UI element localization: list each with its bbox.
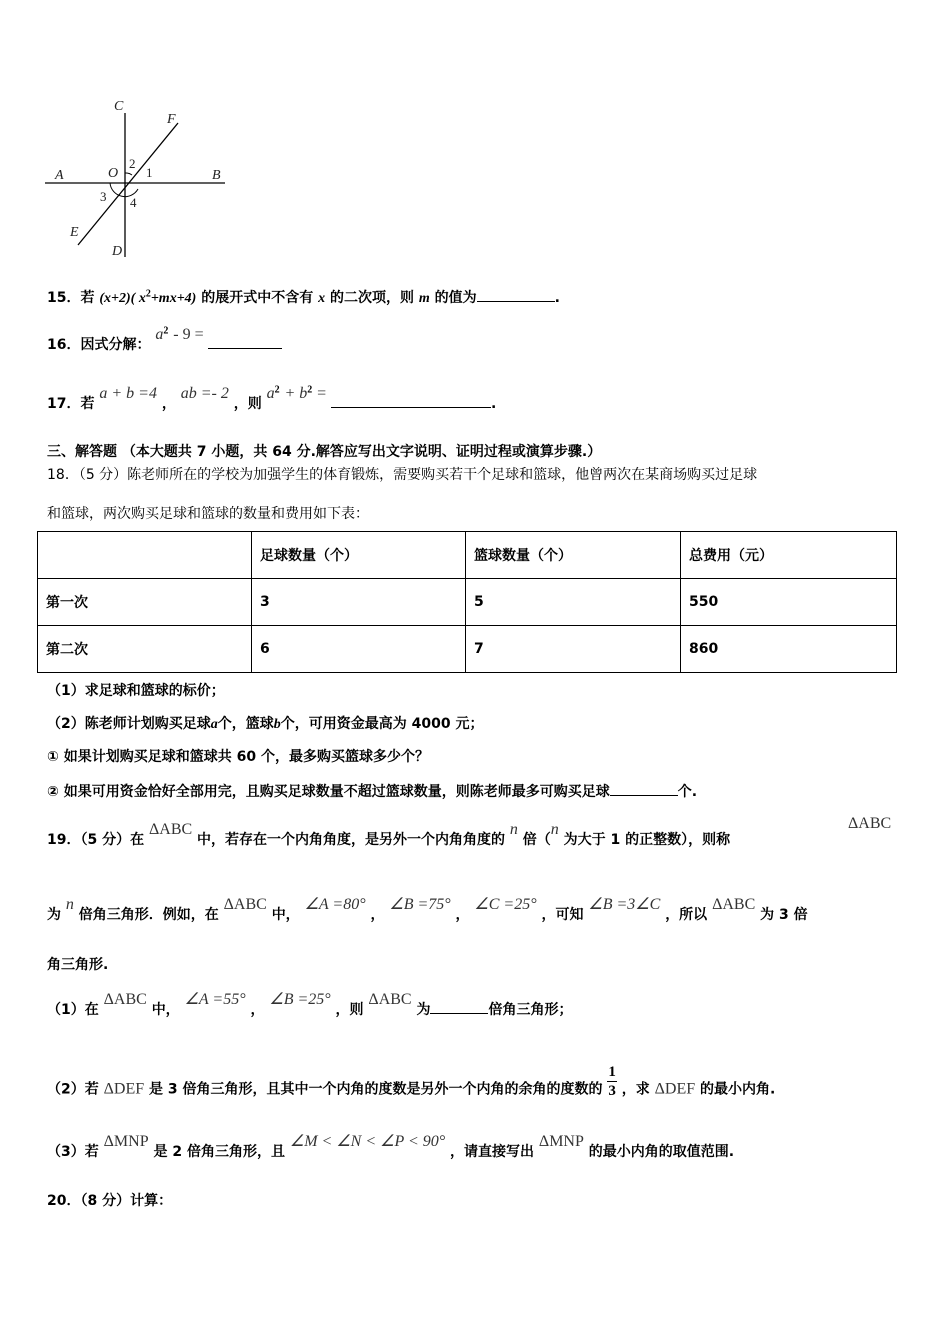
- q19-s2-def: ΔDEF: [103, 1080, 145, 1098]
- q19-relation: ∠B =3∠C: [588, 896, 661, 913]
- q19-number: 19．（5 分）在: [47, 832, 145, 848]
- q17-expr-3c: =: [317, 385, 327, 402]
- q19-sep-2: ，: [455, 907, 470, 923]
- label-2: 2: [129, 156, 136, 171]
- q18-p2-text-b: 个，篮球: [217, 716, 274, 732]
- q19-s3-mnp: ΔMNP: [103, 1133, 149, 1150]
- q15-var-x: x: [318, 291, 326, 306]
- q19-line-3: 角三角形.: [47, 957, 109, 973]
- q19-s1-answer-blank[interactable]: [430, 999, 488, 1014]
- q17-comma: ，: [161, 396, 176, 412]
- q19-s2-frac-num: 1: [608, 1064, 616, 1080]
- q19-s2-frac-den: 3: [608, 1083, 616, 1099]
- q19-s3-text-b: 是 2 倍角三角形，且: [153, 1144, 285, 1160]
- purchase-table: [37, 531, 897, 673]
- q18-p2-text-a: （2）陈老师计划购买足球: [47, 716, 211, 732]
- q18-line-1: 18．（5 分）陈老师所在的学校为加强学生的体育锻炼，需要购买若干个足球和篮球，他曾两次在某商场购买过足球: [47, 467, 758, 483]
- q19-s2-def-2: ΔDEF: [654, 1080, 696, 1098]
- q17-expr-2: ab =- 2: [180, 385, 229, 402]
- q19-s1-sep: ，: [250, 1002, 265, 1018]
- label-e: E: [70, 225, 79, 240]
- q17-expr-1: a + b =4: [99, 385, 157, 402]
- q18-p2-var-a: a: [210, 717, 218, 732]
- q19-tri-right: ΔABC: [848, 815, 892, 832]
- q19-n: n: [509, 821, 518, 838]
- q17-sup-1: 2: [274, 384, 280, 396]
- q18-p4-end: 个.: [677, 784, 698, 800]
- q19-sub-1: [47, 991, 573, 1019]
- q15-expr: (x+2)( x: [99, 291, 146, 306]
- question-17: [47, 384, 497, 413]
- q19-sep-1: ，: [370, 907, 385, 923]
- q19-s2-text-a: （2）若: [47, 1081, 99, 1098]
- q16-expr: a: [155, 326, 164, 343]
- line-ef: [78, 123, 178, 245]
- q19-s1-angle-a: ∠A =55°: [184, 991, 246, 1008]
- q19-s2-text-d: 的最小内角.: [700, 1081, 776, 1098]
- q19-s3-mnp-2: ΔMNP: [538, 1133, 584, 1150]
- q19-line-2: [47, 896, 808, 924]
- table-header-cell: [38, 532, 252, 579]
- q19-l2-text-f: 为 3 倍: [760, 907, 808, 923]
- q19-s1-angle-b: ∠B =25°: [269, 991, 331, 1008]
- table-header-row: [38, 532, 897, 579]
- q19-l2-tri-2: ΔABC: [712, 896, 756, 913]
- q18-part-1: （1）求足球和篮球的标价；: [47, 683, 225, 699]
- q17-expr-3b: + b: [284, 385, 308, 402]
- q19-l2-n: n: [65, 896, 74, 913]
- q19-text-1: 中，若存在一个内角角度，是另外一个内角角度的: [197, 832, 506, 848]
- section-3-title: 三、解答题 （本大题共 7 小题，共 64 分.解答应写出文字说明、证明过程或演算步骤.）: [47, 444, 602, 460]
- q19-s3-ineq: ∠M < ∠N < ∠P < 90°: [289, 1133, 446, 1150]
- q19-s1-tri: ΔABC: [103, 991, 147, 1008]
- q18-answer-blank[interactable]: [610, 781, 678, 796]
- table-header-cell: 总费用（元）: [681, 532, 897, 579]
- table-cell: 3: [252, 579, 466, 626]
- label-o: O: [108, 166, 119, 181]
- q15-sup: 2: [145, 288, 151, 300]
- label-1: 1: [146, 165, 153, 180]
- angle-arc-small: [125, 173, 132, 175]
- q19-sub-2: [47, 1064, 776, 1108]
- q19-l2-text-a: 为: [47, 907, 61, 923]
- q19-l2-text-b: 倍角三角形．例如，在: [78, 907, 219, 923]
- q18-line-2: 和篮球，两次购买足球和篮球的数量和费用如下表：: [47, 506, 369, 522]
- q19-s1-text-a: （1）在: [47, 1002, 99, 1018]
- label-a: A: [55, 168, 64, 183]
- q19-angle-a: ∠A =80°: [304, 896, 366, 913]
- q19-line-1: [47, 821, 731, 849]
- table-cell: 第一次: [38, 579, 252, 626]
- table-header-cell: 足球数量（个）: [252, 532, 466, 579]
- table-cell: 5: [466, 579, 681, 626]
- q18-p4-text: ② 如果可用资金恰好全部用完，且购买足球数量不超过篮球数量，则陈老师最多可购买足球: [47, 784, 610, 800]
- q19-s2-fraction: [607, 1063, 617, 1100]
- q15-text-2: 的展开式中不含有: [201, 290, 314, 306]
- q15-end: .: [554, 290, 560, 306]
- label-4: 4: [130, 195, 137, 210]
- q16-number: 16．因式分解：: [47, 337, 151, 353]
- label-f: F: [167, 112, 176, 127]
- table-header-cell: 篮球数量（个）: [466, 532, 681, 579]
- q15-text-3: 的二次项，则: [329, 290, 414, 306]
- table-cell: 第二次: [38, 626, 252, 673]
- q16-expr-wrap: [155, 327, 208, 343]
- q16-answer-blank[interactable]: [208, 334, 282, 349]
- q19-l2-text-e: ，所以: [665, 907, 708, 923]
- q17-expr-3a: a: [266, 385, 275, 402]
- q19-s1-tri-2: ΔABC: [368, 991, 412, 1008]
- q19-sub-3: [47, 1133, 735, 1161]
- q19-l2-text-c: 中，: [271, 907, 300, 923]
- q16-expr-2: - 9 =: [173, 326, 204, 343]
- q19-l2-tri: ΔABC: [223, 896, 267, 913]
- q17-answer-blank[interactable]: [331, 393, 491, 408]
- q15-text-4: 的值为: [434, 290, 477, 306]
- q17-number: 17．若: [47, 396, 95, 412]
- q19-s1-text-b: 中，: [151, 1002, 180, 1018]
- q19-l2-text-d: ，可知: [541, 907, 584, 923]
- q19-s3-text-c: ，请直接写出: [450, 1144, 535, 1160]
- label-b: B: [212, 168, 221, 183]
- table-row: [38, 626, 897, 673]
- q19-s2-text-c: ，求: [621, 1081, 650, 1098]
- q17-expr-3: [267, 386, 331, 402]
- table-cell: 6: [252, 626, 466, 673]
- table-cell: 860: [681, 626, 897, 673]
- question-20: 20．（8 分）计算：: [47, 1193, 173, 1209]
- q19-text-2: 倍（: [522, 832, 551, 848]
- q19-angle-b: ∠B =75°: [389, 896, 451, 913]
- q15-var-m: m: [418, 291, 430, 306]
- table-row: [38, 579, 897, 626]
- q18-part-3: ① 如果计划购买足球和篮球共 60 个，最多购买篮球多少个？: [47, 749, 429, 765]
- label-3: 3: [100, 189, 107, 204]
- q19-s3-text-d: 的最小内角的取值范围.: [588, 1144, 735, 1160]
- q16-sup: 2: [163, 325, 169, 337]
- q19-n-2: n: [550, 821, 559, 838]
- q19-s1-text-c: ，则: [335, 1002, 364, 1018]
- q19-tri: ΔABC: [148, 821, 193, 838]
- q19-s1-text-d: 为: [416, 1002, 431, 1018]
- q19-s2-text-b: 是 3 倍角三角形，且其中一个内角的度数是另外一个内角的余角的度数的: [149, 1081, 603, 1098]
- angle-figure: [40, 95, 240, 265]
- question-15: [47, 287, 560, 307]
- q19-text-3: 为大于 1 的正整数），则称: [563, 832, 731, 848]
- q15-text-1: 若: [80, 290, 95, 306]
- q18-p2-text-c: 个，可用资金最高为 4000 元；: [280, 716, 484, 732]
- label-c: C: [114, 99, 124, 114]
- q19-s3-text-a: （3）若: [47, 1144, 99, 1160]
- q18-part-4: [47, 781, 697, 801]
- q18-part-2: [47, 713, 483, 733]
- q17-end: .: [491, 396, 497, 412]
- table-cell: 550: [681, 579, 897, 626]
- q19-angle-c: ∠C =25°: [474, 896, 537, 913]
- question-16: [47, 325, 282, 354]
- q18-p2-var-b: b: [273, 717, 281, 732]
- q17-text-1: ，则: [233, 396, 262, 412]
- q15-number: 15．: [47, 290, 81, 306]
- q19-s1-text-e: 倍角三角形；: [488, 1002, 573, 1018]
- table-cell: 7: [466, 626, 681, 673]
- label-d: D: [112, 244, 123, 259]
- q15-expr-2: +mx+4): [150, 291, 197, 306]
- q17-sup-2: 2: [307, 384, 313, 396]
- q15-answer-blank[interactable]: [477, 287, 555, 302]
